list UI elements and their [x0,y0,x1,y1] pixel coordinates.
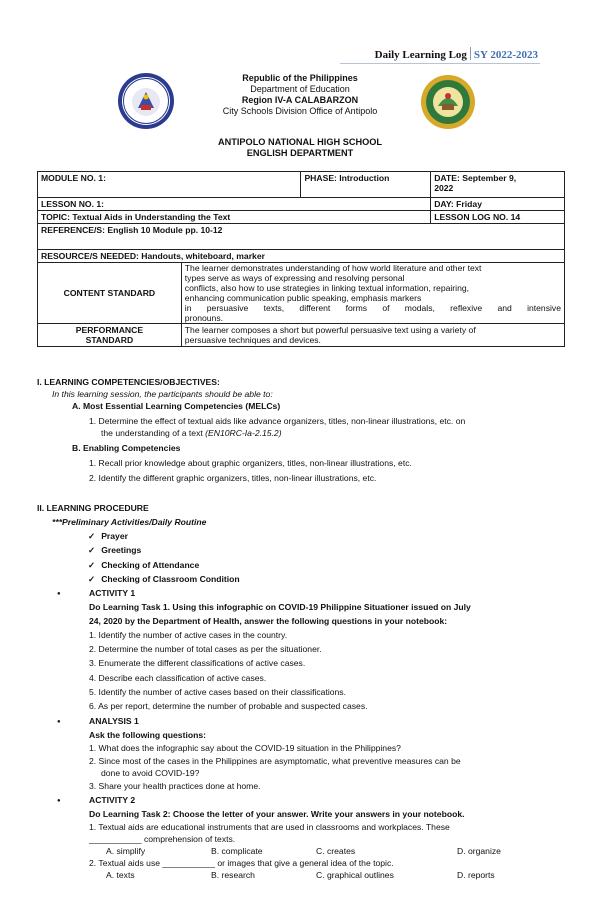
melc-code: (EN10RC-Ia-2.15.2) [205,428,282,438]
routine-item: ✓ Greetings [88,545,141,556]
section2-heading: II. LEARNING PROCEDURE [37,503,149,513]
date-cell [431,172,565,198]
performance-label-line: PERFORMANCE [75,325,144,335]
performance-standard-text [181,324,564,347]
answer-option: A. simplify [106,846,146,856]
activity2-task: Do Learning Task 2: Choose the letter of your answer. Write your answers in your notebook. [89,809,465,819]
division-line: City Schools Division Office of Antipolo [222,106,378,116]
answer-option: A. texts [106,870,135,880]
department-name: ENGLISH DEPARTMENT [246,148,354,158]
activity1-item: 2. Determine the number of total cases as per the situationer. [89,644,322,654]
performance-standard-label [38,324,182,347]
analysis-question: 3. Share your health practices done at home. [89,781,261,791]
table-row [38,224,565,250]
question-1: 1. Textual aids are educational instruments that are used in classrooms and workplaces. These [89,822,450,832]
section1-intro: In this learning session, the participants should be able to: [52,389,273,399]
activity1-item: 4. Describe each classification of active cases. [89,673,267,683]
table-row [38,263,565,324]
activity1-item: 5. Identify the number of active cases based on their classifications. [89,687,346,697]
module-cell: MODULE NO. 1: [38,172,301,198]
performance-line: persuasive techniques and devices. [184,335,321,345]
header-log-title [375,47,538,61]
routine-item: ✓ Prayer [88,531,128,542]
answer-option: D. organize [457,846,501,856]
activity1-task-line2: 24, 2020 by the Department of Health, answer the following questions in your notebook: [89,616,448,626]
log-number-cell: LESSON LOG NO. 14 [431,211,565,224]
content-line: conflicts, also how to use strategies in linking textual information, repairing, [184,283,470,293]
performance-line: The learner composes a short but powerful persuasive text using a variety of [184,325,476,335]
bullet-icon [57,795,61,807]
date-line-2: 2022 [434,183,454,193]
table-row [38,172,565,198]
activity1-item: 3. Enumerate the different classifications of active cases. [89,658,306,668]
date-line-1: DATE: September 9, [434,173,517,183]
topic-cell: TOPIC: Textual Aids in Understanding the Text [38,211,431,224]
department-line: Department of Education [250,84,350,94]
enabling-item-2: 2. Identify the different graphic organizers, titles, non-linear illustrations, etc. [89,473,377,483]
header-separator [470,47,471,60]
log-title: Daily Learning Log [374,49,467,61]
analysis1-title: ANALYSIS 1 [89,716,139,726]
question-1-cont: ___________ comprehension of texts. [89,834,236,844]
enabling-item-1: 1. Recall prior knowledge about graphic organizers, titles, non-linear illustrations, etc. [89,458,412,468]
question-2: 2. Textual aids use ___________ or images that give a general idea of the topic. [89,858,394,868]
analysis-question-cont: done to avoid COVID-19? [101,768,200,778]
routine-item: ✓ Checking of Classroom Condition [88,574,240,585]
day-cell: DAY: Friday [431,198,565,211]
answer-option: D. reports [457,870,495,880]
analysis-question: 2. Since most of the cases in the Philippines are asymptomatic, what preventive measures can be [89,756,461,766]
region-line: Region IV-A CALABARZON [241,95,359,105]
table-row [38,250,565,263]
routine-item: ✓ Checking of Attendance [88,560,199,571]
enabling-heading: B. Enabling Competencies [72,443,181,453]
references-cell: REFERENCE/S: English 10 Module pp. 10-12 [38,224,565,250]
lesson-cell: LESSON NO. 1: [38,198,431,211]
activity1-item: 1. Identify the number of active cases in the country. [89,630,288,640]
melc-heading: A. Most Essential Learning Competencies (MELCs) [72,401,281,411]
activity1-title: ACTIVITY 1 [89,588,136,598]
bullet-icon [57,716,61,728]
content-standard-label: CONTENT STANDARD [38,263,182,324]
school-name: ANTIPOLO NATIONAL HIGH SCHOOL [217,137,382,147]
content-line: enhancing communication public speaking, emphasis markers [184,293,422,303]
answer-option: B. complicate [211,846,263,856]
content-line: pronouns. [184,313,224,323]
school-header [0,137,600,159]
table-row [38,211,565,224]
content-line: The learner demonstrates understanding of how world literature and other text [184,263,482,273]
phase-cell: PHASE: Introduction [301,172,431,198]
answer-option: B. research [211,870,255,880]
activity1-task-line1: Do Learning Task 1. Using this infographic on COVID-19 Philippine Situationer issued on July [89,602,471,612]
melc-item-1-text: the understanding of a text [101,428,203,438]
analysis1-subtitle: Ask the following questions: [89,730,206,740]
content-standard-text [181,263,564,324]
content-line: types serve as ways of expressing and resolving personal [184,273,405,283]
section1-heading: I. LEARNING COMPETENCIES/OBJECTIVES: [37,377,220,387]
answer-option: C. creates [316,846,356,856]
header-rule [340,63,540,64]
melc-item-1: 1. Determine the effect of textual aids like advance organizers, titles, non-linear illustrations, etc. on [89,416,466,426]
content-line: in persuasive texts, different forms of modals, reflexive and intensive [184,303,561,313]
preliminary-activities: ***Preliminary Activities/Daily Routine [52,517,207,527]
melc-item-1-cont [101,428,282,439]
bullet-icon [57,588,61,600]
school-year: SY 2022-2023 [473,49,538,61]
performance-label-line: STANDARD [85,335,134,345]
agency-header [0,73,600,117]
republic-line: Republic of the Philippines [242,73,358,83]
activity2-title: ACTIVITY 2 [89,795,136,805]
resources-cell: RESOURCE/S NEEDED: Handouts, whiteboard, marker [38,250,565,263]
table-row [38,198,565,211]
table-row [38,324,565,347]
analysis-question: 1. What does the infographic say about the COVID-19 situation in the Philippines? [89,743,401,753]
lesson-info-table [37,171,565,347]
answer-option: C. graphical outlines [316,870,394,880]
activity1-item: 6. As per report, determine the number of probable and suspected cases. [89,701,368,711]
